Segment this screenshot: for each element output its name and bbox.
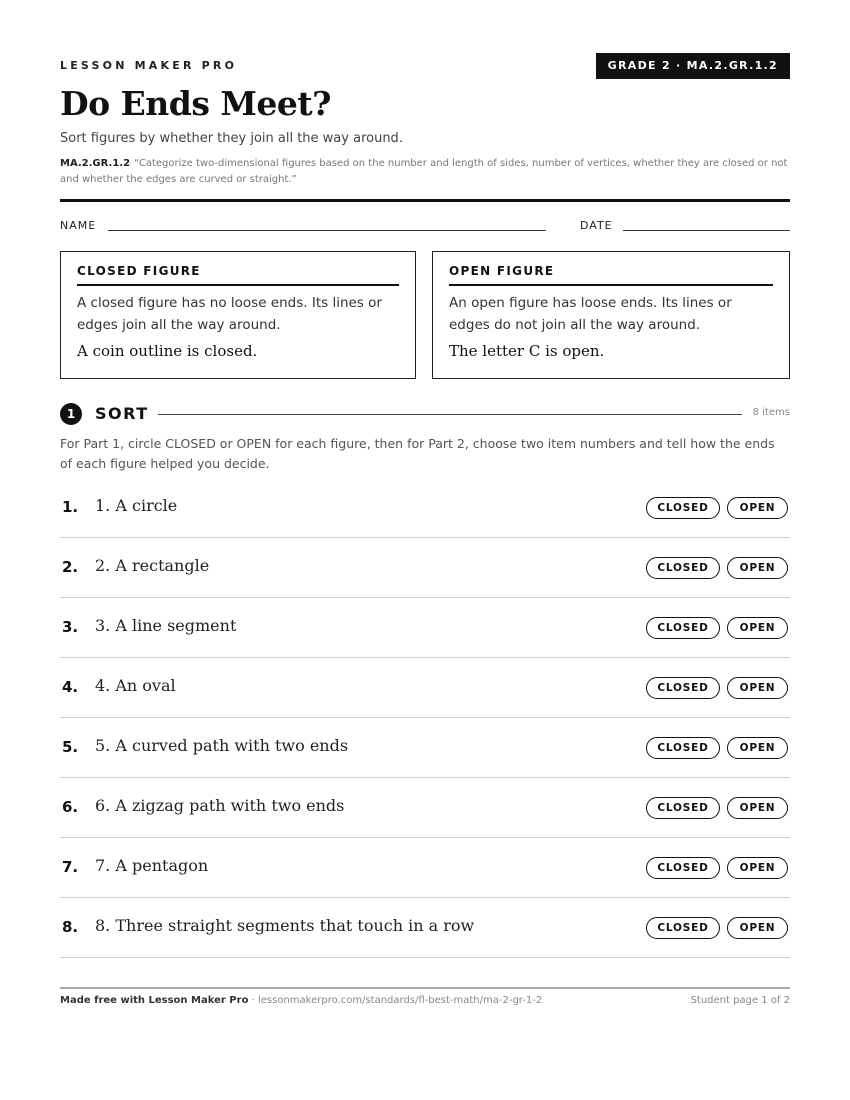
open-choice-button[interactable]: OPEN (727, 857, 788, 879)
closed-choice-button[interactable]: CLOSED (646, 917, 720, 939)
section-instructions: For Part 1, circle CLOSED or OPEN for each figure, then for Part 2, choose two item numbers and tell how the ends of each figure helped you decide. (60, 436, 775, 471)
item-text: 5. A curved path with two ends (95, 736, 349, 755)
list-item (60, 478, 790, 538)
item-number: 6. (62, 798, 79, 816)
grade-standard-badge: GRADE 2 · MA.2.GR.1.2 (596, 53, 790, 79)
list-item (60, 658, 790, 718)
page-subtitle: Sort figures by whether they join all the way around. (60, 131, 403, 146)
item-number: 2. (62, 558, 79, 576)
closed-choice-button[interactable]: CLOSED (646, 677, 720, 699)
open-choice-button[interactable]: OPEN (727, 797, 788, 819)
item-text: 6. A zigzag path with two ends (95, 796, 345, 815)
top-bar (60, 53, 790, 79)
item-text: 3. A line segment (95, 616, 237, 635)
item-number: 4. (62, 678, 79, 696)
definition-example: A coin outline is closed. (77, 342, 258, 360)
open-choice-button[interactable]: OPEN (727, 737, 788, 759)
list-item (60, 718, 790, 778)
list-item (60, 898, 790, 958)
closed-choice-button[interactable]: CLOSED (646, 617, 720, 639)
name-field[interactable] (108, 230, 546, 231)
open-choice-button[interactable]: OPEN (727, 497, 788, 519)
closed-choice-button[interactable]: CLOSED (646, 737, 720, 759)
item-text: 1. A circle (95, 496, 178, 515)
section-title: SORT (95, 404, 149, 423)
date-label: DATE (580, 219, 613, 232)
definition-example: The letter C is open. (449, 342, 605, 360)
list-item (60, 538, 790, 598)
closed-choice-button[interactable]: CLOSED (646, 557, 720, 579)
closed-choice-button[interactable]: CLOSED (646, 497, 720, 519)
list-item (60, 598, 790, 658)
section-divider (158, 414, 742, 415)
item-text: 7. A pentagon (95, 856, 209, 875)
item-text: 4. An oval (95, 676, 176, 695)
item-number: 8. (62, 918, 79, 936)
item-list (60, 478, 790, 958)
definition-title: OPEN FIGURE (449, 252, 773, 286)
list-item (60, 778, 790, 838)
standard-code: MA.2.GR.1.2 (60, 158, 131, 169)
item-number: 3. (62, 618, 79, 636)
item-number: 7. (62, 858, 79, 876)
open-choice-button[interactable]: OPEN (727, 557, 788, 579)
item-number: 5. (62, 738, 79, 756)
closed-choice-button[interactable]: CLOSED (646, 797, 720, 819)
header-divider (60, 199, 790, 202)
open-choice-button[interactable]: OPEN (727, 617, 788, 639)
standard-text: “Categorize two-dimensional figures based on the number and length of sides, number of vertices, whether they are closed or not and whether the edges are curved or straight.” (60, 158, 788, 185)
closed-figure-definition (60, 251, 416, 379)
list-item (60, 838, 790, 898)
section-header (60, 402, 790, 426)
standard-description (60, 156, 790, 188)
name-date-row (60, 219, 790, 235)
page-number: Student page 1 of 2 (690, 995, 790, 1006)
brand-name: LESSON MAKER PRO (60, 59, 238, 72)
page-title: Do Ends Meet? (60, 84, 332, 123)
definition-body: A closed figure has no loose ends. Its lines or edges join all the way around. (77, 295, 382, 333)
open-figure-definition (432, 251, 790, 379)
footer-divider (60, 987, 790, 989)
closed-choice-button[interactable]: CLOSED (646, 857, 720, 879)
item-text: 2. A rectangle (95, 556, 210, 575)
footer-credit: Made free with Lesson Maker Pro (60, 995, 249, 1006)
footer-url: · lessonmakerpro.com/standards/fl-best-math/ma-2-gr-1-2 (248, 995, 543, 1006)
open-choice-button[interactable]: OPEN (727, 677, 788, 699)
page-footer (60, 995, 790, 1006)
name-label: NAME (60, 219, 97, 232)
item-number: 1. (62, 498, 79, 516)
item-text: 8. Three straight segments that touch in a row (95, 916, 475, 935)
item-count: 8 items (752, 407, 790, 418)
definition-title: CLOSED FIGURE (77, 252, 399, 286)
definition-body: An open figure has loose ends. Its lines or edges do not join all the way around. (449, 295, 732, 333)
open-choice-button[interactable]: OPEN (727, 917, 788, 939)
section-number: 1 (60, 403, 82, 425)
date-field[interactable] (623, 230, 790, 231)
